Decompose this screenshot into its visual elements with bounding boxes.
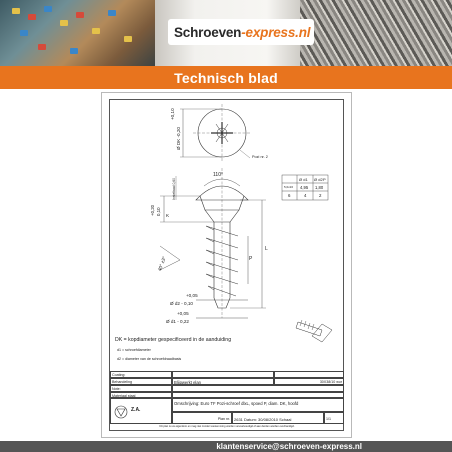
coating-value xyxy=(172,371,274,378)
bewerking-label: Behandeling xyxy=(110,378,172,385)
code-value: 30X38/10 wur xyxy=(274,378,344,385)
spec-header-d1: Ø d1 xyxy=(299,177,308,182)
dim-l: L xyxy=(265,246,268,252)
dim-p: P xyxy=(249,256,253,262)
spec-row2-b: 4 xyxy=(304,193,307,198)
dim-recess-tol: +0,20 xyxy=(150,204,155,216)
dim-k: K xyxy=(166,213,170,218)
disclaimer: Dit plan is uw eigendom en mag niet zonder toestemming worden verveelvoudigd of aan derden worden overhandigd. xyxy=(159,424,295,428)
bewerking-value: Blijpwerkt elan xyxy=(172,378,274,385)
company-seal-icon xyxy=(114,405,128,419)
dim-head-dk: Ø DK -0,20 xyxy=(176,127,181,150)
spec-row1-p: 1,80 xyxy=(315,185,324,190)
pozi-label: Pozi nr. 2 xyxy=(252,155,268,159)
spec-row-label: 5,0x16 xyxy=(284,185,294,189)
d1-label: Ø d1 - 0,22 xyxy=(166,319,189,324)
coating-label: Coating: xyxy=(110,371,172,378)
spec-row2-a: 6 xyxy=(288,193,291,198)
description: Omschrijving: Euro TF Pozi-schroef dlxL, spoed P, diam. DK, hoofd xyxy=(172,398,344,412)
brand-name-main: Schroeven xyxy=(174,24,242,40)
footer-bar xyxy=(0,441,452,452)
dim-recess: 0,10 xyxy=(156,207,161,216)
note-label: Note: xyxy=(110,385,172,392)
note-d1: d1 = schroefdiameter xyxy=(117,348,151,352)
page-title: Technisch blad xyxy=(174,69,278,86)
thread-angle: 40° ±3° xyxy=(157,255,167,272)
spec-row1-d1: 4,95 xyxy=(300,185,309,190)
d2-label: Ø d2 - 0,10 xyxy=(170,301,193,306)
d2-tol: +0,05 xyxy=(186,293,198,298)
angle-head: 110° xyxy=(213,172,223,178)
title-block xyxy=(110,371,344,430)
note-dk: DK = kopdiameter gespecificeerd in de aanduiding xyxy=(115,337,232,343)
date-scale: 2631 Datum: 30/08/2010 Schaal xyxy=(232,412,324,424)
dim-head-top: +0,10 xyxy=(170,108,175,120)
plan-label: Plan nr. xyxy=(172,412,232,424)
dim-side: Instelbaal 0,60 xyxy=(172,177,176,200)
company-name: Z.A. xyxy=(131,407,141,413)
material-label: Materiaal staal xyxy=(110,392,172,398)
brand-name-accent: -express.nl xyxy=(241,24,311,40)
note-d2: d2 = diameter van de schroefdraadbasis xyxy=(117,357,182,361)
d1-tol: +0,05 xyxy=(177,311,189,316)
footer-email-link[interactable]: klantenservice@schroeven-express.nl xyxy=(216,442,362,451)
sheet-number: 1/1 xyxy=(324,412,344,424)
spec-row2-c: 2 xyxy=(319,193,322,198)
spec-header-p: P xyxy=(323,177,326,182)
company-logo xyxy=(110,398,172,424)
spec-header-d2: Ø d2 xyxy=(314,177,323,182)
